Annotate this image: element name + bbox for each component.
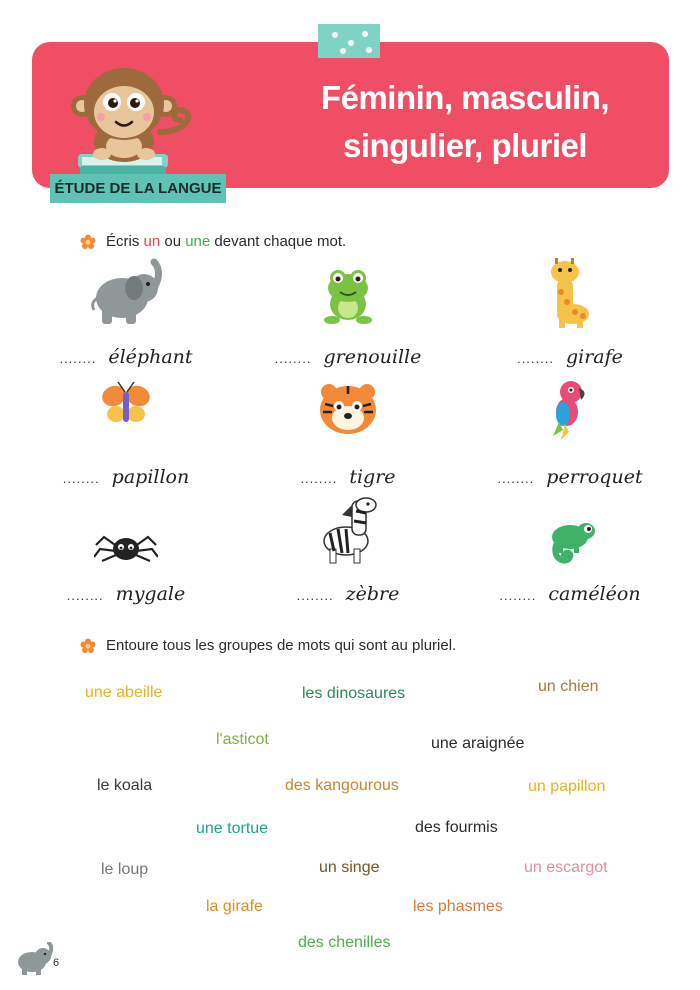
- instruction-text: Entoure tous les groupes de mots qui sont au pluriel.: [106, 637, 457, 654]
- title-line-1: Féminin, masculin,: [320, 79, 610, 116]
- answer-blank[interactable]: ........: [62, 471, 100, 486]
- word-group[interactable]: les dinosaures: [302, 685, 406, 702]
- answer-blank[interactable]: ........: [300, 471, 338, 486]
- word-group[interactable]: un singe: [319, 859, 380, 876]
- answer-blank[interactable]: ........: [274, 351, 312, 366]
- flower-bullet-icon: [80, 638, 96, 654]
- word-group[interactable]: la girafe: [206, 898, 263, 915]
- animal-item-elephant: [26, 258, 226, 368]
- word-group[interactable]: des kangourous: [285, 777, 399, 794]
- animal-item-spider: [26, 495, 226, 605]
- exercise-1-instruction: [80, 233, 346, 250]
- zebra-icon: [316, 495, 380, 565]
- word-label: girafe: [565, 346, 623, 368]
- instruction-text: devant chaque mot.: [210, 233, 347, 250]
- parrot-icon: [545, 378, 595, 444]
- word-group[interactable]: le loup: [101, 861, 149, 878]
- elephant-icon: [14, 942, 54, 976]
- animal-item-frog: [248, 258, 448, 368]
- tiger-icon: [317, 378, 379, 440]
- answer-blank[interactable]: ........: [517, 351, 554, 366]
- word-label: papillon: [111, 466, 190, 488]
- word-group[interactable]: un chien: [538, 678, 599, 695]
- giraffe-icon: [545, 258, 595, 330]
- animal-item-tiger: [248, 378, 448, 488]
- page-title: [270, 74, 660, 170]
- word-label: zèbre: [345, 583, 400, 605]
- word-group[interactable]: une abeille: [85, 684, 163, 701]
- word-group[interactable]: une araignée: [431, 735, 525, 752]
- animal-item-zebra: [248, 495, 448, 605]
- monkey-on-books-icon: [68, 62, 198, 182]
- word-label: tigre: [349, 466, 396, 488]
- section-tag: ÉTUDE DE LA LANGUE: [50, 174, 226, 203]
- word-group[interactable]: les phasmes: [413, 898, 503, 915]
- page-number: 6: [53, 957, 60, 969]
- word-label: éléphant: [108, 346, 193, 368]
- word-label: grenouille: [323, 346, 422, 368]
- answer-blank[interactable]: ........: [499, 588, 537, 603]
- word-group[interactable]: une tortue: [196, 820, 269, 837]
- answer-blank[interactable]: ........: [59, 351, 97, 366]
- word-label: mygale: [115, 583, 186, 605]
- word-label: caméléon: [548, 583, 641, 605]
- animal-item-giraffe: [470, 258, 670, 368]
- spider-icon: [94, 531, 158, 591]
- butterfly-icon: [98, 378, 154, 434]
- word-label: perroquet: [546, 466, 643, 488]
- word-group[interactable]: des fourmis: [415, 819, 498, 836]
- animal-item-parrot: [470, 378, 670, 488]
- instruction-text: Écris: [106, 233, 144, 250]
- word-group[interactable]: un papillon: [528, 778, 606, 795]
- word-group[interactable]: des chenilles: [298, 934, 391, 951]
- exercise-2-instruction: [80, 637, 456, 654]
- answer-blank[interactable]: ........: [497, 471, 535, 486]
- chameleon-icon: [542, 515, 598, 571]
- instruction-text: ou: [160, 233, 186, 250]
- keyword-un: un: [143, 233, 161, 250]
- word-group[interactable]: un escargot: [524, 859, 608, 876]
- animal-item-butterfly: [26, 378, 226, 488]
- keyword-une: une: [185, 233, 211, 250]
- elephant-icon: [86, 258, 166, 328]
- flower-bullet-icon: [80, 234, 96, 250]
- word-group[interactable]: le koala: [97, 777, 153, 794]
- tape-decoration: [318, 24, 380, 58]
- frog-icon: [318, 258, 378, 328]
- title-line-2: singulier, pluriel: [342, 127, 588, 164]
- answer-blank[interactable]: ........: [66, 588, 104, 603]
- answer-blank[interactable]: ........: [296, 588, 334, 603]
- word-group[interactable]: l'asticot: [216, 731, 269, 748]
- animal-item-chameleon: [470, 495, 670, 605]
